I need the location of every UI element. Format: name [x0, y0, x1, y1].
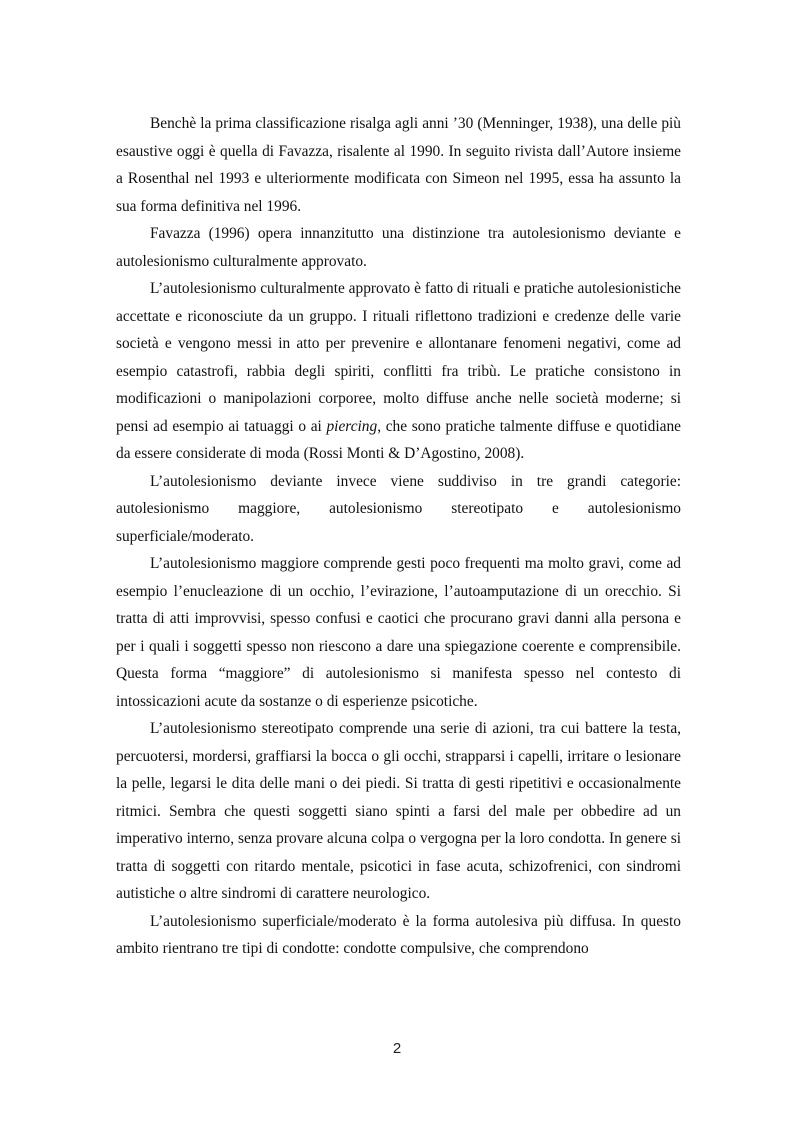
paragraph-text: , che sono pratiche talmente diffuse e quotidiane da essere considerate di moda (Rossi Monti & D’Agostino, 2008).	[116, 417, 681, 462]
paragraph-stereotyped-self-harm: L’autolesionismo stereotipato comprende una serie di azioni, tra cui battere la testa, percuotersi, mordersi, graffiarsi la bocca o gli occhi, strapparsi i capelli, irritare o lesionare la pelle, legarsi le dita delle mani o dei piedi. Si tratta di gesti ripetitivi e occasionalmente ritmici. Sembra che questi soggetti siano spinti a farsi del male per obbedire ad un imperativo interno, senza provare alcuna colpa o vergogna per la loro condotta. In genere si tratta di soggetti con ritardo mentale, psicotici in fase acuta, schizofrenici, con sindromi autistiche o altre sindromi di carattere neurologico.	[116, 720, 681, 902]
paragraph-deviant-categories: L’autolesionismo deviante invece viene suddiviso in tre grandi categorie: autolesionismo maggiore, autolesionismo stereotipato e autolesionismo superficiale/moderato.	[116, 472, 681, 545]
paragraph-superficial-self-harm: L’autolesionismo superficiale/moderato è la forma autolesiva più diffusa. In questo ambito rientrano tre tipi di condotte: condotte compulsive, che comprendono	[116, 912, 681, 957]
page-body	[116, 110, 681, 963]
paragraph-culturally-approved	[116, 275, 681, 468]
paragraph-favazza-distinction: Favazza (1996) opera innanzitutto una distinzione tra autolesionismo deviante e autolesionismo culturalmente approvato.	[116, 225, 681, 270]
paragraph-text: L’autolesionismo culturalmente approvato è fatto di rituali e pratiche autolesionistiche accettate e riconosciute da un gruppo. I rituali riflettono tradizioni e credenze delle varie società e vengono messi in atto per prevenire e allontanare fenomeni negativi, come ad esempio catastrofi, rabbia degli spiriti, conflitti fra tribù. Le pratiche consistono in modificazioni o manipolazioni corporee, molto diffuse anche nelle società moderne; si pensi ad esempio ai tatuaggi o ai	[116, 280, 681, 435]
paragraph-classification-history: Benchè la prima classificazione risalga agli anni ’30 (Menninger, 1938), una delle più esaustive oggi è quella di Favazza, risalente al 1990. In seguito rivista dall’Autore insieme a Rosenthal nel 1993 e ulteriormente modificata con Simeon nel 1995, essa ha assunto la sua forma definitiva nel 1996.	[116, 115, 681, 215]
paragraph-major-self-harm: L’autolesionismo maggiore comprende gesti poco frequenti ma molto gravi, come ad esempio l’enucleazione di un occhio, l’evirazione, l’autoamputazione di un orecchio. Si tratta di atti improvvisi, spesso confusi e caotici che procurano gravi danni alla persona e per i quali i soggetti spesso non riescono a dare una spiegazione coerente e comprensibile. Questa forma “maggiore” di autolesionismo si manifesta spesso nel contesto di intossicazioni acute da sostanze o di esperienze psicotiche.	[116, 555, 681, 710]
page-number: 2	[392, 1040, 402, 1057]
italic-term: piercing	[326, 417, 378, 435]
